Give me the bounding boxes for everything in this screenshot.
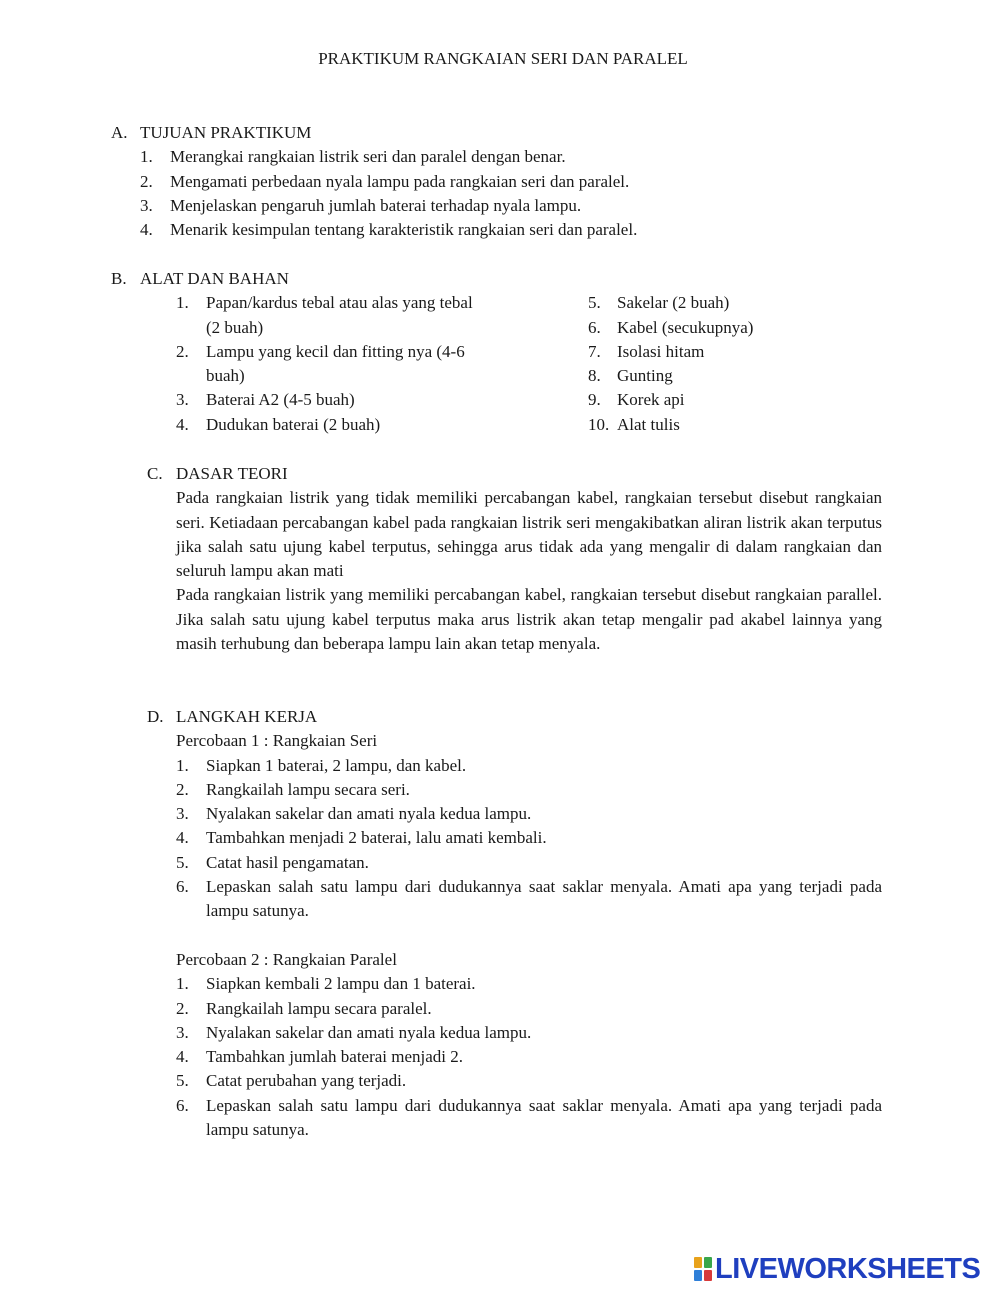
section-heading — [147, 462, 882, 486]
step-item — [176, 754, 882, 778]
list-item — [140, 218, 901, 242]
item-text: Merangkai rangkaian listrik seri dan paralel dengan benar. — [170, 147, 566, 167]
step-item — [176, 802, 882, 826]
section-letter: B. — [111, 269, 127, 288]
list-item — [588, 388, 888, 412]
step-text: Lepaskan salah satu lampu dari dudukannya saat saklar menyala. Amati apa yang terjadi pada lampu satunya. — [206, 1095, 882, 1140]
item-number: 8. — [588, 366, 601, 386]
item-number: 10. — [588, 414, 610, 434]
page-title: PRAKTIKUM RANGKAIAN SERI DAN PARALEL — [318, 49, 688, 68]
list-item — [588, 364, 888, 388]
section-title: ALAT DAN BAHAN — [140, 269, 289, 288]
item-text: Alat tulis — [617, 414, 680, 434]
materials-list-right — [588, 291, 888, 437]
section-theory — [147, 462, 882, 656]
item-number: 3. — [176, 390, 189, 410]
step-number: 4. — [176, 1047, 189, 1067]
step-item — [176, 1045, 882, 1069]
step-text: Rangkailah lampu secara seri. — [206, 779, 410, 799]
spacer — [147, 924, 882, 948]
section-title: LANGKAH KERJA — [176, 707, 318, 726]
step-number: 1. — [176, 755, 189, 775]
item-number: 1. — [140, 147, 153, 167]
section-letter: D. — [147, 707, 164, 726]
list-item — [588, 340, 888, 364]
list-item — [176, 291, 486, 340]
step-text: Rangkailah lampu secara paralel. — [206, 998, 432, 1018]
item-number: 4. — [176, 414, 189, 434]
theory-paragraph-parallel: Pada rangkaian listrik yang memiliki percabangan kabel, rangkaian tersebut disebut rangkaian parallel. Jika salah satu ujung kabel terputus maka arus listrik akan tetap mengalir pad akabel lainnya yang masih terhubung dan beberapa lampu lain akan tetap menyala. — [176, 585, 882, 654]
item-text: Mengamati perbedaan nyala lampu pada rangkaian seri dan paralel. — [170, 171, 630, 191]
step-number: 5. — [176, 1071, 189, 1091]
step-item — [176, 826, 882, 850]
objectives-list — [140, 145, 901, 242]
step-number: 3. — [176, 1022, 189, 1042]
step-number: 5. — [176, 852, 189, 872]
liveworksheets-logo — [694, 1254, 994, 1284]
step-item — [176, 875, 882, 924]
section-objectives — [111, 121, 901, 242]
item-text: Papan/kardus tebal atau alas yang tebal (2 buah) — [206, 293, 473, 337]
item-text: Dudukan baterai (2 buah) — [206, 414, 381, 434]
step-number: 6. — [176, 877, 189, 897]
list-item — [140, 194, 901, 218]
step-item — [176, 972, 882, 996]
section-heading — [147, 705, 882, 729]
experiment-2 — [176, 948, 882, 1142]
step-text: Tambahkan menjadi 2 baterai, lalu amati kembali. — [206, 828, 547, 848]
item-number: 3. — [140, 195, 153, 215]
section-heading — [111, 121, 901, 145]
item-text: Gunting — [617, 366, 673, 386]
item-text: Isolasi hitam — [617, 341, 705, 361]
item-text: Menjelaskan pengaruh jumlah baterai terhadap nyala lampu. — [170, 195, 582, 215]
item-number: 7. — [588, 341, 601, 361]
list-item — [140, 170, 901, 194]
item-number: 9. — [588, 390, 601, 410]
logo-grid-icon — [694, 1257, 712, 1281]
list-item — [176, 340, 486, 389]
step-item — [176, 997, 882, 1021]
item-number: 6. — [588, 317, 601, 337]
experiment-1 — [176, 729, 882, 923]
item-text: Baterai A2 (4-5 buah) — [206, 390, 355, 410]
item-number: 4. — [140, 220, 153, 240]
item-number: 2. — [140, 171, 153, 191]
section-title: DASAR TEORI — [176, 464, 288, 483]
step-item — [176, 851, 882, 875]
step-text: Nyalakan sakelar dan amati nyala kedua lampu. — [206, 1022, 532, 1042]
step-number: 3. — [176, 804, 189, 824]
step-text: Tambahkan jumlah baterai menjadi 2. — [206, 1047, 464, 1067]
step-text: Nyalakan sakelar dan amati nyala kedua lampu. — [206, 804, 532, 824]
section-procedure — [147, 705, 882, 1142]
list-item — [588, 291, 888, 315]
step-text: Siapkan kembali 2 lampu dan 1 baterai. — [206, 974, 476, 994]
step-item — [176, 1021, 882, 1045]
item-text: Kabel (secukupnya) — [617, 317, 754, 337]
theory-paragraph-series: Pada rangkaian listrik yang tidak memiliki percabangan kabel, rangkaian tersebut disebut rangkaian seri. Ketiadaan percabangan kabel pada rangkaian listrik seri mengakibatkan aliran listrik akan terputus jika salah satu ujung kabel terputus, sehingga arus tidak ada yang mengalir di dalam rangkaian dan seluruh lampu akan mati — [176, 488, 882, 581]
item-text: Menarik kesimpulan tentang karakteristik rangkaian seri dan paralel. — [170, 220, 638, 240]
step-item — [176, 778, 882, 802]
step-text: Lepaskan salah satu lampu dari dudukannya saat saklar menyala. Amati apa yang terjadi pada lampu satunya. — [206, 877, 882, 921]
list-item — [176, 388, 486, 412]
list-item — [588, 316, 888, 340]
item-text: Sakelar (2 buah) — [617, 293, 730, 313]
section-title: TUJUAN PRAKTIKUM — [140, 123, 312, 142]
item-number: 1. — [176, 293, 189, 313]
experiment-title: Percobaan 1 : Rangkaian Seri — [176, 731, 378, 751]
step-text: Siapkan 1 baterai, 2 lampu, dan kabel. — [206, 755, 467, 775]
section-heading — [111, 267, 901, 291]
step-number: 6. — [176, 1095, 189, 1115]
section-letter: A. — [111, 123, 128, 142]
item-number: 5. — [588, 293, 601, 313]
logo-text: LIVEWORKSHEETS — [715, 1253, 981, 1285]
item-number: 2. — [176, 341, 189, 361]
list-item — [588, 413, 888, 437]
step-number: 2. — [176, 998, 189, 1018]
section-materials — [111, 267, 901, 437]
experiment-title: Percobaan 2 : Rangkaian Paralel — [176, 949, 397, 969]
section-letter: C. — [147, 464, 163, 483]
step-number: 1. — [176, 974, 189, 994]
list-item — [176, 413, 486, 437]
item-text: Lampu yang kecil dan fitting nya (4-6 buah) — [206, 341, 465, 386]
step-text: Catat hasil pengamatan. — [206, 852, 369, 872]
step-item — [176, 1069, 882, 1093]
list-item — [140, 145, 901, 169]
step-item — [176, 1094, 882, 1143]
item-text: Korek api — [617, 390, 685, 410]
materials-list-left — [176, 291, 486, 437]
materials-columns — [111, 291, 901, 437]
step-number: 4. — [176, 828, 189, 848]
step-number: 2. — [176, 779, 189, 799]
step-text: Catat perubahan yang terjadi. — [206, 1071, 407, 1091]
